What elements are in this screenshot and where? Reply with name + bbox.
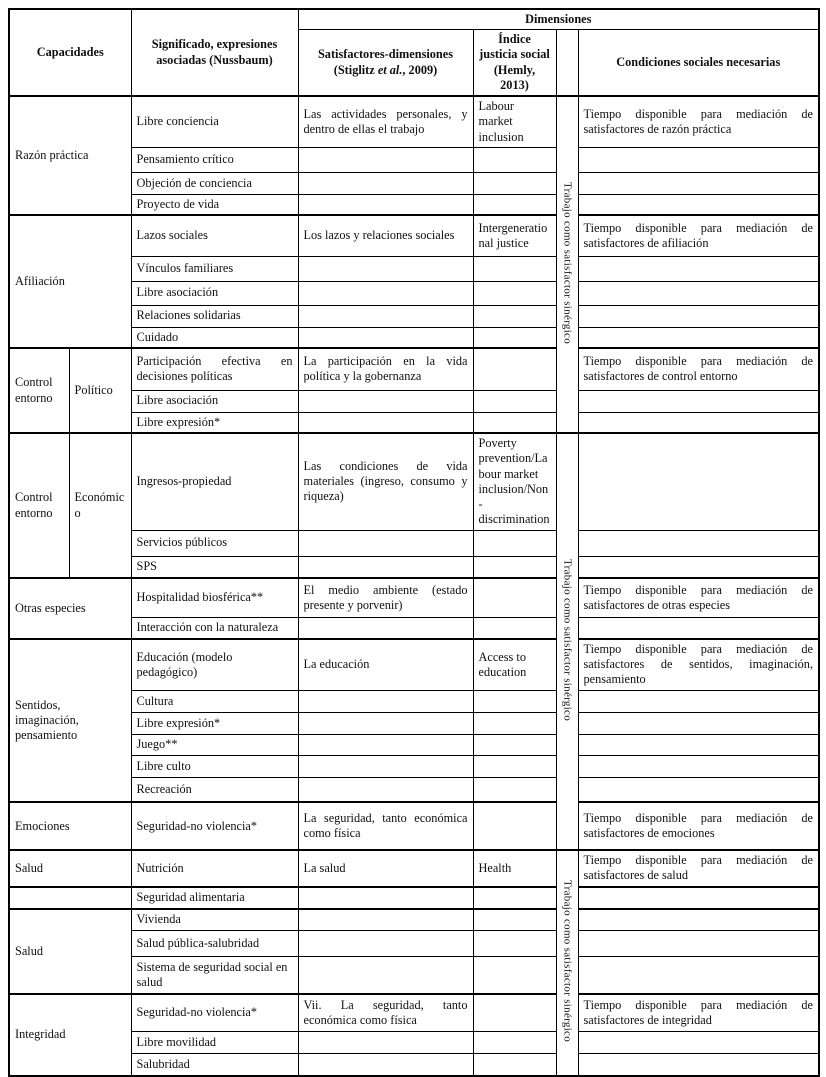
header-satisfactores [298,30,473,96]
header-strip-spacer [556,30,578,96]
cite-post: , 2009) [402,62,438,77]
indice-cell [473,305,556,327]
condiciones-cell [578,530,819,556]
capacidad-main-cell: Control entorno [9,348,69,433]
significado-cell: Libre culto [131,755,298,777]
condiciones-cell [578,1032,819,1054]
indice-cell [473,931,556,957]
satisfactores-cell [298,617,473,639]
significado-cell: Interacción con la naturaleza [131,617,298,639]
header-satisfactores-title: Satisfactores-dimensiones [317,47,454,62]
header-indice: Índice justicia social (Hemly, 2013) [473,30,556,96]
significado-cell: Educación (modelo pedagógico) [131,639,298,690]
indice-cell: Poverty prevention/Labour market inclusion/Non-discrimination [473,433,556,530]
strip-vertical-label: Trabajo como satisfactor sinérgico [561,181,574,344]
capacidad-cell: Salud [9,909,131,994]
significado-cell: Hospitalidad biosférica** [131,578,298,617]
strip-cell [556,96,578,433]
significado-cell: Proyecto de vida [131,194,298,215]
indice-cell [473,147,556,172]
cite-pre: (Stiglitz [333,62,378,77]
significado-cell: Nutrición [131,850,298,886]
satisfactores-cell: La seguridad, tanto económica como física [298,802,473,850]
condiciones-cell: Tiempo disponible para mediación de satisfactores de razón práctica [578,96,819,147]
condiciones-cell [578,712,819,734]
capacidad-cell: Otras especies [9,578,131,639]
indice-cell [473,412,556,433]
capacidad-cell: Afiliación [9,215,131,348]
strip-vertical-label: Trabajo como satisfactor sinérgico [561,558,574,721]
satisfactores-cell [298,909,473,931]
significado-cell: Libre conciencia [131,96,298,147]
condiciones-cell [578,755,819,777]
capacidad-cell: Emociones [9,802,131,850]
significado-cell: Cuidado [131,327,298,348]
significado-cell: Vivienda [131,909,298,931]
satisfactores-cell [298,690,473,712]
cite-etal: et al. [377,62,403,77]
satisfactores-cell [298,281,473,305]
condiciones-cell: Tiempo disponible para mediación de satisfactores de control entorno [578,348,819,390]
header-dimensiones: Dimensiones [298,9,819,30]
indice-cell [473,994,556,1032]
significado-cell: Libre asociación [131,390,298,412]
significado-cell: Lazos sociales [131,215,298,256]
condiciones-cell [578,327,819,348]
indice-cell [473,617,556,639]
satisfactores-cell: Vii. La seguridad, tanto económica como física [298,994,473,1032]
significado-cell: Vínculos familiares [131,256,298,281]
condiciones-cell [578,433,819,530]
significado-cell: Ingresos-propiedad [131,433,298,530]
significado-cell: Cultura [131,690,298,712]
significado-cell: Libre movilidad [131,1032,298,1054]
indice-cell [473,1032,556,1054]
significado-cell: Sistema de seguridad social en salud [131,957,298,994]
condiciones-cell: Tiempo disponible para mediación de satisfactores de salud [578,850,819,886]
indice-cell [473,194,556,215]
satisfactores-cell [298,327,473,348]
satisfactores-cell [298,777,473,802]
indice-cell [473,327,556,348]
condiciones-cell [578,1054,819,1076]
condiciones-cell [578,957,819,994]
indice-cell [473,734,556,755]
satisfactores-cell: La salud [298,850,473,886]
significado-cell: Participación efectiva en decisiones políticas [131,348,298,390]
condiciones-cell: Tiempo disponible para mediación de satisfactores de sentidos, imaginación, pensamiento [578,639,819,690]
condiciones-cell [578,305,819,327]
capacidad-cell: Salud [9,850,131,886]
capacidad-cell [9,887,131,909]
significado-cell: Juego** [131,734,298,755]
satisfactores-cell: Las actividades personales, y dentro de ellas el trabajo [298,96,473,147]
strip-cell [556,850,578,1075]
significado-cell: Libre expresión* [131,712,298,734]
capacidad-sub-cell: Político [69,348,131,433]
significado-cell: Seguridad alimentaria [131,887,298,909]
condiciones-cell: Tiempo disponible para mediación de satisfactores de otras especies [578,578,819,617]
header-condiciones: Condiciones sociales necesarias [578,30,819,96]
condiciones-cell [578,256,819,281]
capabilities-table [8,8,820,1077]
header-significado: Significado, expresiones asociadas (Nussbaum) [131,9,298,96]
satisfactores-cell: Las condiciones de vida materiales (ingreso, consumo y riqueza) [298,433,473,530]
strip-vertical-label: Trabajo como satisfactor sinérgico [561,879,574,1042]
significado-cell: Objeción de conciencia [131,172,298,194]
indice-cell [473,578,556,617]
condiciones-cell: Tiempo disponible para mediación de satisfactores de emociones [578,802,819,850]
satisfactores-cell [298,390,473,412]
satisfactores-cell [298,305,473,327]
indice-cell [473,530,556,556]
satisfactores-cell [298,256,473,281]
satisfactores-cell [298,1032,473,1054]
condiciones-cell: Tiempo disponible para mediación de satisfactores de afiliación [578,215,819,256]
indice-cell [473,690,556,712]
capacidad-cell: Sentidos, imaginación, pensamiento [9,639,131,802]
satisfactores-cell: El medio ambiente (estado presente y porvenir) [298,578,473,617]
indice-cell [473,887,556,909]
satisfactores-cell [298,530,473,556]
satisfactores-cell [298,755,473,777]
condiciones-cell [578,931,819,957]
significado-cell: Relaciones solidarias [131,305,298,327]
indice-cell [473,802,556,850]
indice-cell [473,556,556,578]
satisfactores-cell [298,172,473,194]
satisfactores-cell [298,194,473,215]
indice-cell: Access to education [473,639,556,690]
condiciones-cell [578,194,819,215]
condiciones-cell [578,172,819,194]
capacidad-sub-cell: Económico [69,433,131,578]
condiciones-cell [578,281,819,305]
indice-cell [473,172,556,194]
indice-cell: Health [473,850,556,886]
satisfactores-cell [298,931,473,957]
condiciones-cell [578,147,819,172]
header-satisfactores-cite [334,63,438,77]
significado-cell: Libre asociación [131,281,298,305]
satisfactores-cell [298,556,473,578]
indice-cell: Intergenerational justice [473,215,556,256]
condiciones-cell: Tiempo disponible para mediación de satisfactores de integridad [578,994,819,1032]
satisfactores-cell [298,147,473,172]
satisfactores-cell [298,734,473,755]
capacidad-main-cell: Control entorno [9,433,69,578]
indice-cell: Labour market inclusion [473,96,556,147]
satisfactores-cell [298,412,473,433]
significado-cell: Salubridad [131,1054,298,1076]
significado-cell: Libre expresión* [131,412,298,433]
significado-cell: Pensamiento crítico [131,147,298,172]
significado-cell: Seguridad-no violencia* [131,994,298,1032]
condiciones-cell [578,412,819,433]
capacidad-cell: Integridad [9,994,131,1076]
significado-cell: Recreación [131,777,298,802]
significado-cell: Servicios públicos [131,530,298,556]
satisfactores-cell [298,887,473,909]
indice-cell [473,909,556,931]
condiciones-cell [578,690,819,712]
satisfactores-cell: Los lazos y relaciones sociales [298,215,473,256]
condiciones-cell [578,777,819,802]
significado-cell: SPS [131,556,298,578]
condiciones-cell [578,617,819,639]
condiciones-cell [578,909,819,931]
indice-cell [473,712,556,734]
header-capacidades: Capacidades [9,9,131,96]
strip-cell [556,433,578,850]
condiciones-cell [578,887,819,909]
condiciones-cell [578,390,819,412]
indice-cell [473,281,556,305]
indice-cell [473,348,556,390]
condiciones-cell [578,556,819,578]
indice-cell [473,1054,556,1076]
indice-cell [473,957,556,994]
satisfactores-cell: La participación en la vida política y la gobernanza [298,348,473,390]
indice-cell [473,390,556,412]
satisfactores-cell: La educación [298,639,473,690]
indice-cell [473,755,556,777]
satisfactores-cell [298,957,473,994]
indice-cell [473,777,556,802]
capacidad-cell: Razón práctica [9,96,131,215]
indice-cell [473,256,556,281]
significado-cell: Seguridad-no violencia* [131,802,298,850]
significado-cell: Salud pública-salubridad [131,931,298,957]
satisfactores-cell [298,712,473,734]
satisfactores-cell [298,1054,473,1076]
condiciones-cell [578,734,819,755]
